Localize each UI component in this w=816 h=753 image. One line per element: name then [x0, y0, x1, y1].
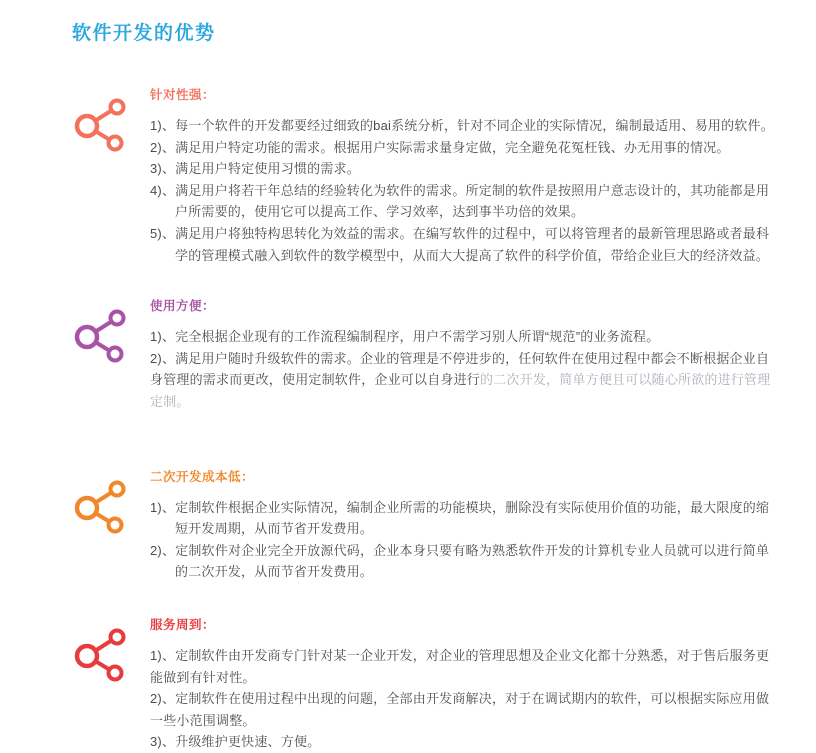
item-text: 1)、每一个软件的开发都要经过细致的bai系统分析，针对不同企业的实际情况，编制最适用、易用的软件。 [150, 118, 774, 133]
item-text: 2)、定制软件对企业完全开放源代码，企业本身只要有略为熟悉软件开发的计算机专业人员就可以进行简单的二次开发，从而节省开发费用。 [150, 542, 770, 580]
section-heading: 使用方便： [150, 299, 216, 314]
list-item [150, 223, 774, 266]
item-text: 1)、完全根据企业现有的工作流程编制程序，用户不需学习别人所谓“规范”的业务流程。 [150, 329, 660, 345]
section-low-secondary-dev-cost [74, 467, 816, 583]
section-targeted-strength [74, 85, 816, 266]
item-text: 2)、满足用户随时升级软件的需求。企业的管理是不停进步的，任何软件在使用过程中都会不断根据企业自身管理的需求而更改，使用定制软件，企业可以自身进行 [150, 350, 770, 388]
list-item [150, 731, 774, 753]
share-icon [74, 97, 126, 153]
list-item [150, 348, 774, 413]
section-content [150, 467, 774, 583]
section-content [150, 85, 774, 266]
item-text: 5)、满足用户将独特构思转化为效益的需求。在编写软件的过程中，可以将管理者的最新管理思路或者最科学的管理模式融入到软件的数学模型中，从而大大提高了软件的科学价值，带给企业巨大的经济效益。 [150, 225, 770, 263]
item-text: 2)、满足用户特定功能的需求。根据用户实际需求量身定做，完全避免花冤枉钱、办无用事的情况。 [150, 139, 730, 155]
list-item [150, 158, 774, 180]
section-heading: 针对性强： [150, 88, 216, 102]
section-content [150, 615, 774, 753]
section-easy-to-use [74, 296, 816, 412]
list-item [150, 645, 774, 688]
item-text: 1)、定制软件由开发商专门针对某一企业开发，对企业的管理思想及企业文化都十分熟悉，对于售后服务更能做到有针对性。 [150, 647, 770, 685]
item-text: 4)、满足用户将若干年总结的经验转化为软件的需求。所定制的软件是按照用户意志设计的，其功能都是用户所需要的，使用它可以提高工作、学习效率，达到事半功倍的效果。 [150, 182, 770, 220]
list-item [150, 180, 774, 223]
list-item [150, 497, 774, 540]
share-icon [74, 308, 126, 364]
share-icon [74, 627, 126, 683]
section-thorough-service [74, 615, 816, 753]
list-item [150, 688, 774, 731]
list-item [150, 326, 774, 348]
list-item [150, 137, 774, 159]
list-item [150, 115, 774, 137]
item-text: 3)、升级维护更快速、方便。 [150, 734, 321, 750]
section-heading: 服务周到： [150, 617, 216, 632]
list-item [150, 540, 774, 583]
section-content [150, 296, 774, 412]
faded-watermarked-text: 的二次开发，简单方便且可以随心所欲的进行管理定制。 [150, 372, 771, 409]
item-text: 2)、定制软件在使用过程中出现的问题，全部由开发商解决，对于在调试期内的软件，可以根据实际应用做一些小范围调整。 [150, 691, 770, 728]
item-text: 1)、定制软件根据企业实际情况，编制企业所需的功能模块，删除没有实际使用价值的功能，最大限度的缩短开发周期，从而节省开发费用。 [150, 499, 770, 537]
item-text: 3)、满足用户特定使用习惯的需求。 [150, 161, 360, 177]
share-icon [74, 479, 126, 535]
section-heading: 二次开发成本低： [150, 469, 255, 484]
page-title: 软件开发的优势 [72, 23, 216, 44]
